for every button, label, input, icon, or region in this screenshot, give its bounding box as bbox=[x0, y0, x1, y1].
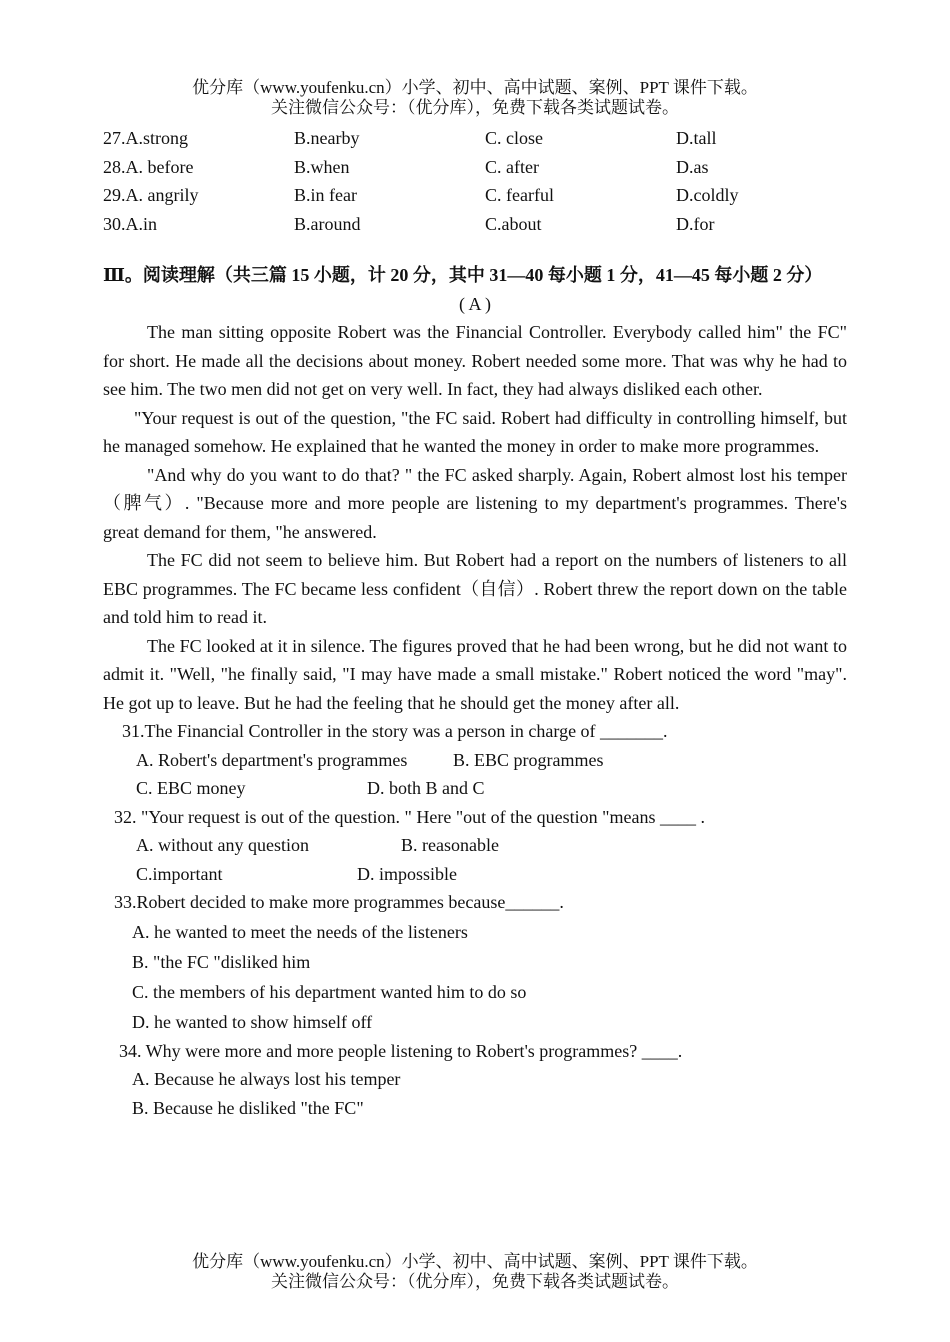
option-c: C.about bbox=[485, 213, 542, 234]
passage-paragraph: The FC did not seem to believe him. But Robert had a report on the numbers of listeners to all EBC programmes. The FC became less confident（自信）. Robert threw the report down on the table and told him to read it. bbox=[103, 550, 847, 627]
option-d: D. both B and C bbox=[367, 778, 485, 798]
passage-paragraph: "Your request is out of the question, "the FC said. Robert had difficulty in controlling himself, but he managed somehow. He explained that he wanted the money in order to make more programmes. bbox=[103, 407, 847, 456]
options-row bbox=[103, 831, 847, 860]
page-header bbox=[0, 78, 950, 118]
question-32 bbox=[103, 803, 847, 889]
option-d: D.as bbox=[676, 156, 709, 177]
header-line-1: 优分库（www.youfenku.cn）小学、初中、高中试题、案例、PPT 课件下载。 bbox=[192, 78, 758, 97]
option-b: B. "the FC "disliked him bbox=[132, 951, 311, 972]
option-c: C. the members of his department wanted him to do so bbox=[132, 981, 527, 1002]
option-c: C. fearful bbox=[485, 185, 554, 205]
option-c: C. EBC money bbox=[136, 778, 246, 798]
option-b: B.around bbox=[294, 213, 361, 234]
option-a: A. Because he always lost his temper bbox=[132, 1069, 401, 1089]
passage bbox=[103, 318, 847, 717]
option-d: D.for bbox=[676, 213, 715, 234]
header-line-2: 关注微信公众号：（优分库），免费下载各类试题试卷。 bbox=[271, 98, 679, 117]
option-b: B. Because he disliked "the FC" bbox=[132, 1097, 364, 1118]
option-a: A. he wanted to meet the needs of the listeners bbox=[132, 921, 468, 942]
option-b: B.in fear bbox=[294, 185, 357, 205]
question-stem: 34. Why were more and more people listening to Robert's programmes? ____. bbox=[119, 1040, 683, 1061]
option-d: D.coldly bbox=[676, 185, 739, 205]
cloze-row-27 bbox=[103, 124, 847, 153]
option-c: C. close bbox=[485, 128, 543, 148]
passage-paragraph: The man sitting opposite Robert was the Financial Controller. Everybody called him" the FC" for short. He made all the decisions about money. Robert needed some more. That was why he had to see him. The two men did not get on very well. In fact, they had always disliked each other. bbox=[103, 322, 847, 399]
question-stem: 33.Robert decided to make more programmes because______. bbox=[114, 892, 564, 912]
cloze-row-30 bbox=[103, 210, 847, 239]
option-a: 29.A. angrily bbox=[103, 185, 199, 205]
page-footer bbox=[0, 1252, 950, 1292]
question-34 bbox=[103, 1037, 847, 1123]
options-row bbox=[103, 774, 847, 803]
option-c: C.important bbox=[136, 863, 223, 884]
option-a: A. Robert's department's programmes bbox=[136, 749, 408, 770]
question-31 bbox=[103, 717, 847, 803]
section-title: Ⅲ。阅读理解（共三篇 15 小题，计 20 分，其中 31—40 每小题 1 分，41—45 每小题 2 分） bbox=[103, 265, 823, 285]
cloze-row-29 bbox=[103, 181, 847, 210]
passage-paragraph: The FC looked at it in silence. The figures proved that he had been wrong, but he did not want to admit it. "Well, "he finally said, "I may have made a small mistake." Robert noticed the word "may". He got up to leave. But he had the feeling that he should get the money after all. bbox=[103, 635, 847, 713]
option-b: B.when bbox=[294, 156, 350, 177]
options-row bbox=[103, 746, 847, 775]
passage-label: ( A ) bbox=[458, 293, 491, 314]
cloze-row-28 bbox=[103, 153, 847, 182]
option-c: C. after bbox=[485, 156, 539, 177]
passage-paragraph: "And why do you want to do that? " the FC asked sharply. Again, Robert almost lost his temper（脾气）. "Because more and more people are listening to my department's programmes. There's great demand for them, "he answered. bbox=[103, 464, 847, 542]
option-a: 27.A.strong bbox=[103, 128, 188, 148]
cloze-options bbox=[103, 124, 847, 238]
question-stem: 31.The Financial Controller in the story was a person in charge of _______. bbox=[122, 721, 668, 741]
option-d: D. impossible bbox=[357, 863, 458, 884]
document-body bbox=[103, 124, 847, 1122]
question-33 bbox=[103, 888, 847, 1037]
option-b: B. reasonable bbox=[401, 835, 499, 855]
options-row bbox=[103, 860, 847, 889]
footer-line-1: 优分库（www.youfenku.cn）小学、初中、高中试题、案例、PPT 课件下载。 bbox=[192, 1252, 758, 1271]
option-b: B. EBC programmes bbox=[453, 749, 604, 770]
option-a: 30.A.in bbox=[103, 213, 157, 234]
footer-line-2: 关注微信公众号：（优分库），免费下载各类试题试卷。 bbox=[271, 1272, 679, 1291]
option-d: D. he wanted to show himself off bbox=[132, 1011, 373, 1032]
question-stem: 32. "Your request is out of the question. " Here "out of the question "means ____ . bbox=[114, 806, 705, 827]
option-a: A. without any question bbox=[136, 835, 309, 855]
option-b: B.nearby bbox=[294, 128, 360, 148]
option-d: D.tall bbox=[676, 128, 717, 148]
option-a: 28.A. before bbox=[103, 156, 194, 177]
